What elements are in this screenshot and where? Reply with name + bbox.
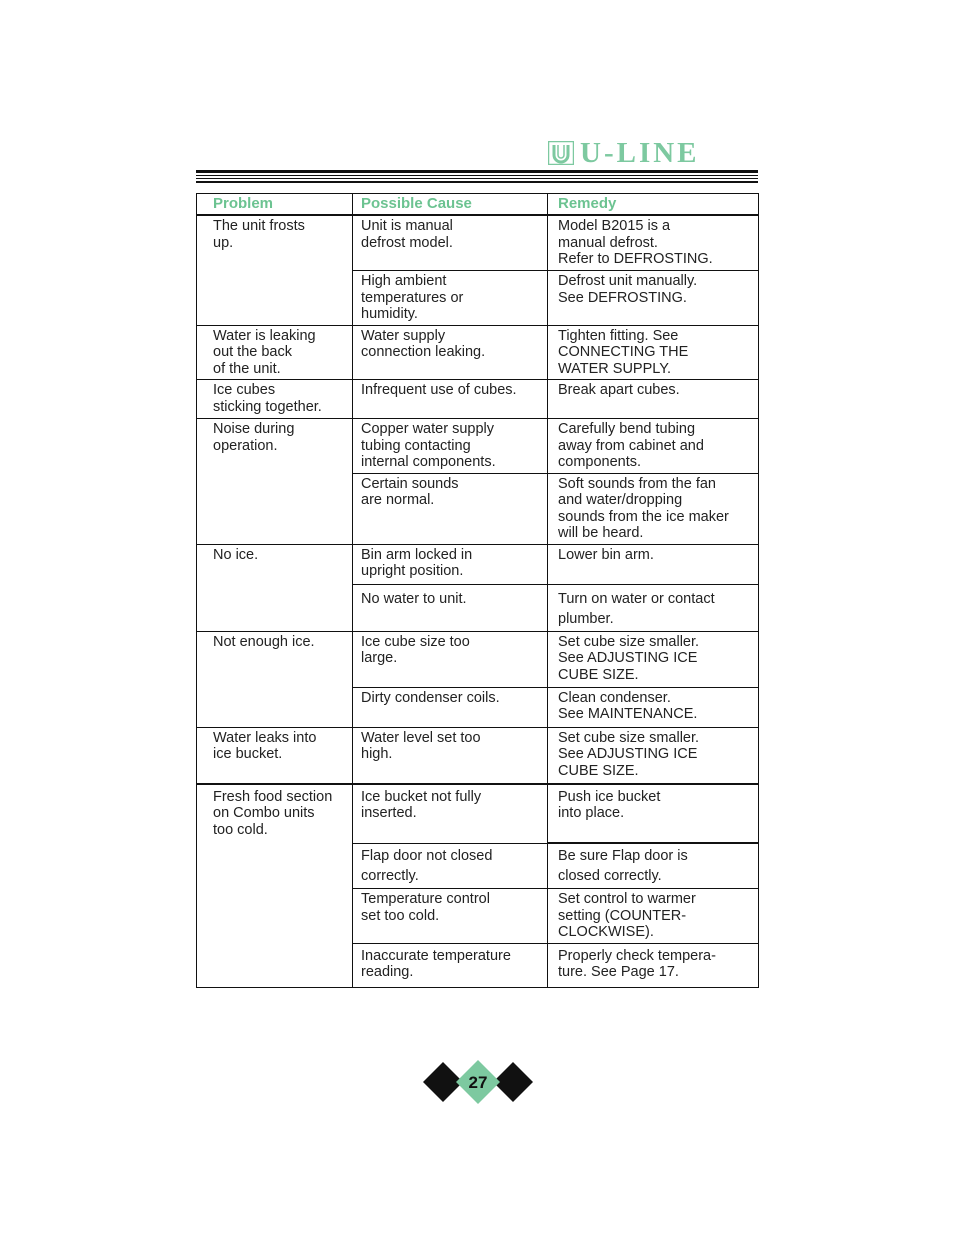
- remedy-cell: Tighten fitting. See CONNECTING THE WATER SUPPLY.: [548, 325, 759, 380]
- table-row: [197, 419, 759, 474]
- problem-cell: Not enough ice.: [197, 631, 353, 727]
- cause-cell: High ambient temperatures or humidity.: [353, 271, 548, 326]
- remedy-cell: Properly check tempera- ture. See Page 17.: [548, 943, 759, 987]
- remedy-cell: Defrost unit manually. See DEFROSTING.: [548, 271, 759, 326]
- table-row: [197, 784, 759, 844]
- cause-cell: Copper water supply tubing contacting internal components.: [353, 419, 548, 474]
- cause-cell: Dirty condenser coils.: [353, 687, 548, 727]
- cause-cell: Temperature control set too cold.: [353, 889, 548, 944]
- cause-cell: Unit is manual defrost model.: [353, 215, 548, 271]
- cause-cell: Flap door not closed correctly.: [353, 843, 548, 889]
- page-number: 27: [468, 1073, 488, 1092]
- header-remedy: Remedy: [548, 194, 759, 216]
- remedy-cell: Be sure Flap door is closed correctly.: [548, 843, 759, 889]
- remedy-cell: Set cube size smaller. See ADJUSTING ICE CUBE SIZE.: [548, 727, 759, 784]
- problem-cell: Noise during operation.: [197, 419, 353, 545]
- problem-cell: Ice cubes sticking together.: [197, 380, 353, 419]
- table-row: [197, 380, 759, 419]
- header-rules: [196, 170, 758, 184]
- table-header-row: [197, 194, 759, 216]
- cause-cell: Infrequent use of cubes.: [353, 380, 548, 419]
- cause-cell: Certain sounds are normal.: [353, 473, 548, 544]
- cause-cell: Ice cube size too large.: [353, 631, 548, 687]
- page-number-badge: [423, 1060, 533, 1104]
- problem-cell: No ice.: [197, 544, 353, 631]
- cause-cell: No water to unit.: [353, 584, 548, 631]
- cause-cell: Bin arm locked in upright position.: [353, 544, 548, 584]
- table-row: [197, 727, 759, 784]
- cause-cell: Ice bucket not fully inserted.: [353, 784, 548, 844]
- remedy-cell: Set control to warmer setting (COUNTER- CLOCKWISE).: [548, 889, 759, 944]
- header-problem: Problem: [197, 194, 353, 216]
- remedy-cell: Model B2015 is a manual defrost. Refer to DEFROSTING.: [548, 215, 759, 271]
- table-row: [197, 215, 759, 271]
- remedy-cell: Set cube size smaller. See ADJUSTING ICE CUBE SIZE.: [548, 631, 759, 687]
- remedy-cell: Carefully bend tubing away from cabinet and components.: [548, 419, 759, 474]
- remedy-cell: Lower bin arm.: [548, 544, 759, 584]
- brand-name: U-LINE: [580, 137, 700, 169]
- remedy-cell: Push ice bucket into place.: [548, 784, 759, 844]
- problem-cell: Water is leaking out the back of the unit.: [197, 325, 353, 380]
- table-row: [197, 544, 759, 584]
- header-possible-cause: Possible Cause: [353, 194, 548, 216]
- remedy-cell: Break apart cubes.: [548, 380, 759, 419]
- u-line-logo-icon: [548, 141, 574, 165]
- cause-cell: Water supply connection leaking.: [353, 325, 548, 380]
- brand-logo: [548, 138, 758, 168]
- cause-cell: Water level set too high.: [353, 727, 548, 784]
- troubleshooting-table: [196, 193, 759, 988]
- table-row: [197, 325, 759, 380]
- remedy-cell: Turn on water or contact plumber.: [548, 584, 759, 631]
- problem-cell: Water leaks into ice bucket.: [197, 727, 353, 784]
- problem-cell: The unit frosts up.: [197, 215, 353, 325]
- remedy-cell: Soft sounds from the fan and water/dropping sounds from the ice maker will be heard.: [548, 473, 759, 544]
- cause-cell: Inaccurate temperature reading.: [353, 943, 548, 987]
- table-row: [197, 631, 759, 687]
- remedy-cell: Clean condenser. See MAINTENANCE.: [548, 687, 759, 727]
- problem-cell: Fresh food section on Combo units too cold.: [197, 784, 353, 988]
